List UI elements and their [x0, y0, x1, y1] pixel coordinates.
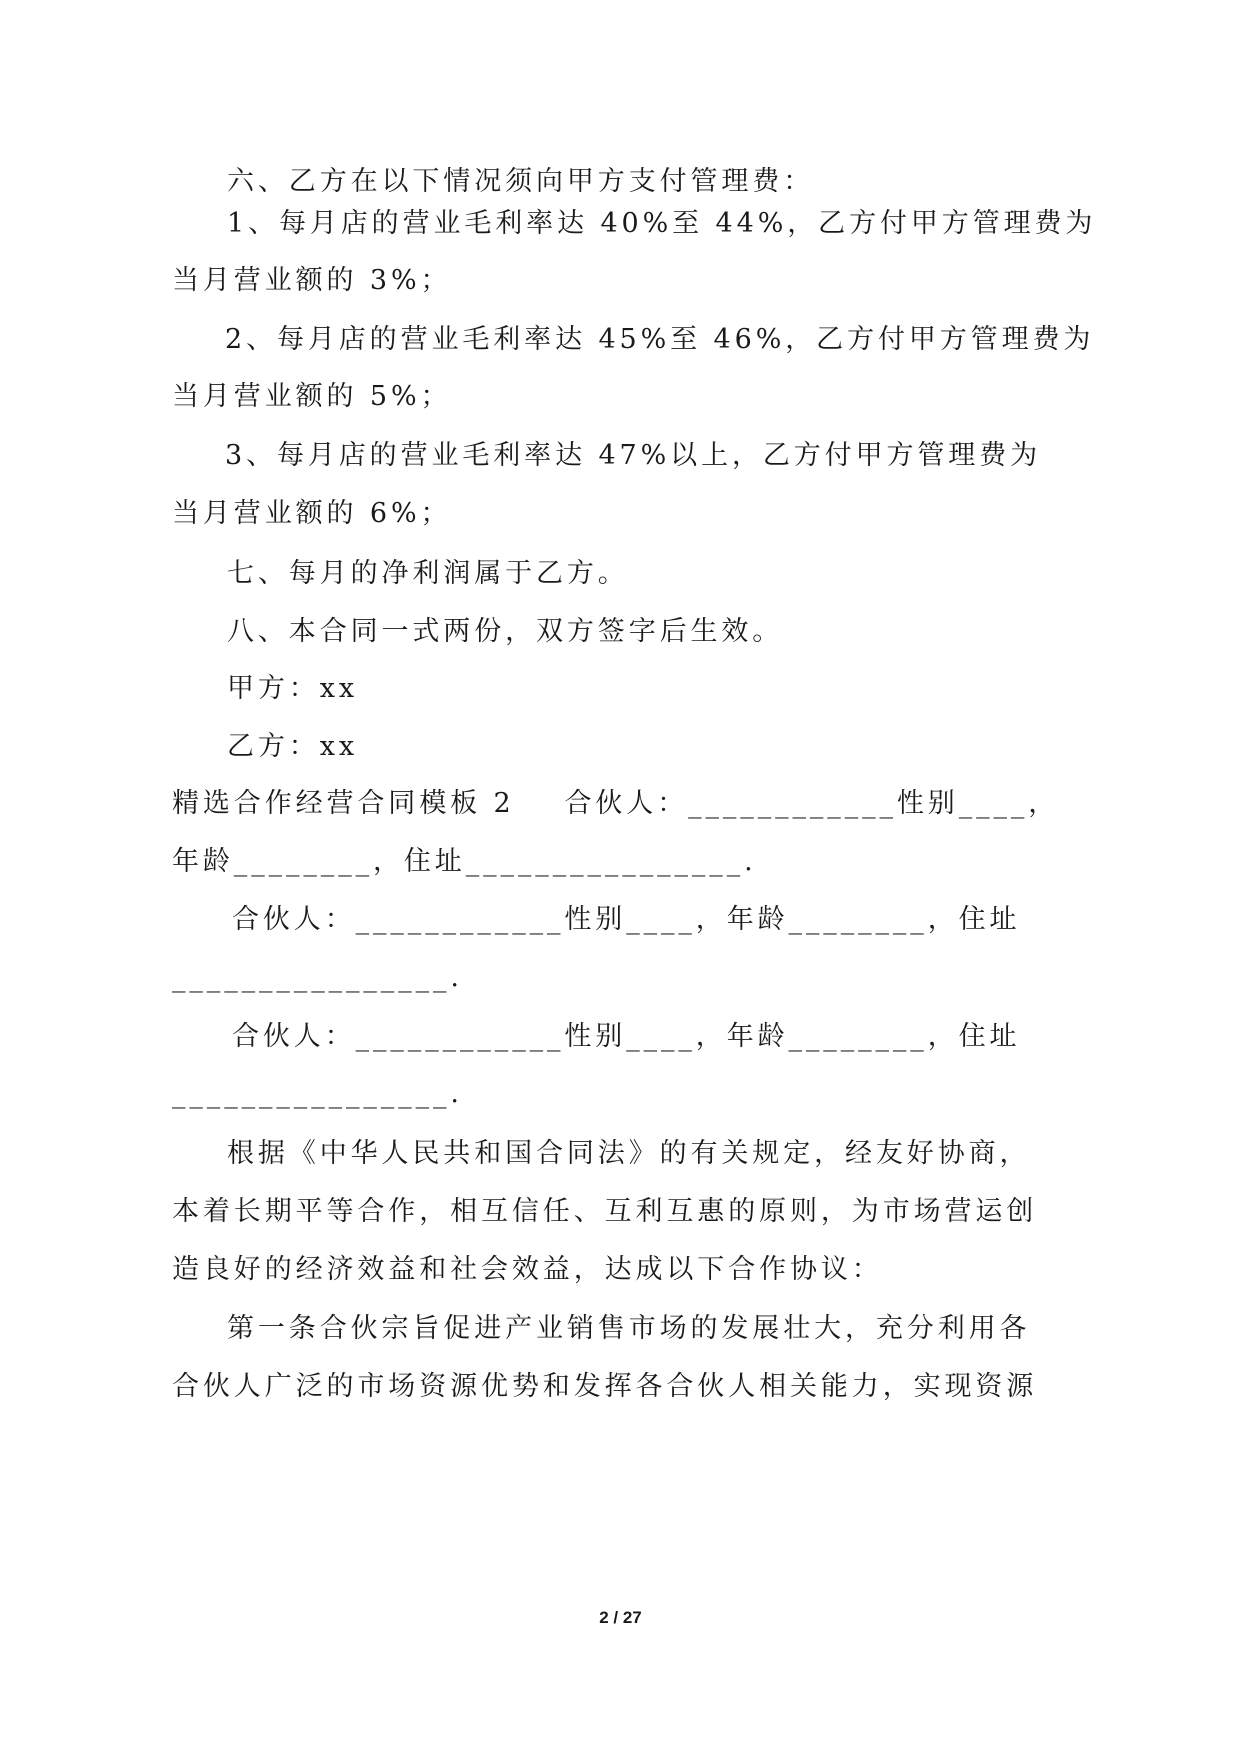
text-line: 六、乙方在以下情况须向甲方支付管理费：: [227, 166, 815, 197]
text-line: 八、本合同一式两份，双方签字后生效。: [227, 616, 784, 647]
page-number: 2 / 27: [599, 1608, 642, 1627]
text-line: 2、每月店的营业毛利率达 45%至 46%，乙方付甲方管理费为: [225, 324, 1095, 355]
text-line: 根据《中华人民共和国合同法》的有关规定，经友好协商，: [227, 1138, 1031, 1169]
text-line: 甲方：xx: [227, 673, 358, 704]
text-line: 1、每月店的营业毛利率达 40%至 44%，乙方付甲方管理费为: [227, 208, 1097, 239]
text-line: 精选合作经营合同模板 2 合伙人：____________性别____，: [172, 788, 1060, 819]
text-line: 本着长期平等合作，相互信任、互利互惠的原则，为市场营运创: [172, 1196, 1038, 1227]
text-line: 3、每月店的营业毛利率达 47%以上，乙方付甲方管理费为: [225, 440, 1041, 471]
text-line: ________________.: [172, 1078, 463, 1109]
text-line: 当月营业额的 6%；: [172, 498, 452, 529]
text-line: 造良好的经济效益和社会效益，达成以下合作协议：: [172, 1254, 883, 1285]
text-line: 当月营业额的 3%；: [172, 265, 452, 296]
text-line: ________________.: [172, 962, 463, 993]
text-line: 年龄________，住址________________.: [172, 846, 757, 877]
text-line: 合伙人：____________性别____，年龄________，住址: [232, 904, 1021, 935]
text-line: 第一条合伙宗旨促进产业销售市场的发展壮大，充分利用各: [227, 1313, 1031, 1344]
text-line: 乙方：xx: [227, 731, 358, 762]
text-line: 合伙人广泛的市场资源优势和发挥各合伙人相关能力，实现资源: [172, 1371, 1038, 1402]
text-line: 七、每月的净利润属于乙方。: [227, 558, 629, 589]
text-line: 当月营业额的 5%；: [172, 381, 452, 412]
text-line: 合伙人：____________性别____，年龄________，住址: [232, 1021, 1021, 1052]
